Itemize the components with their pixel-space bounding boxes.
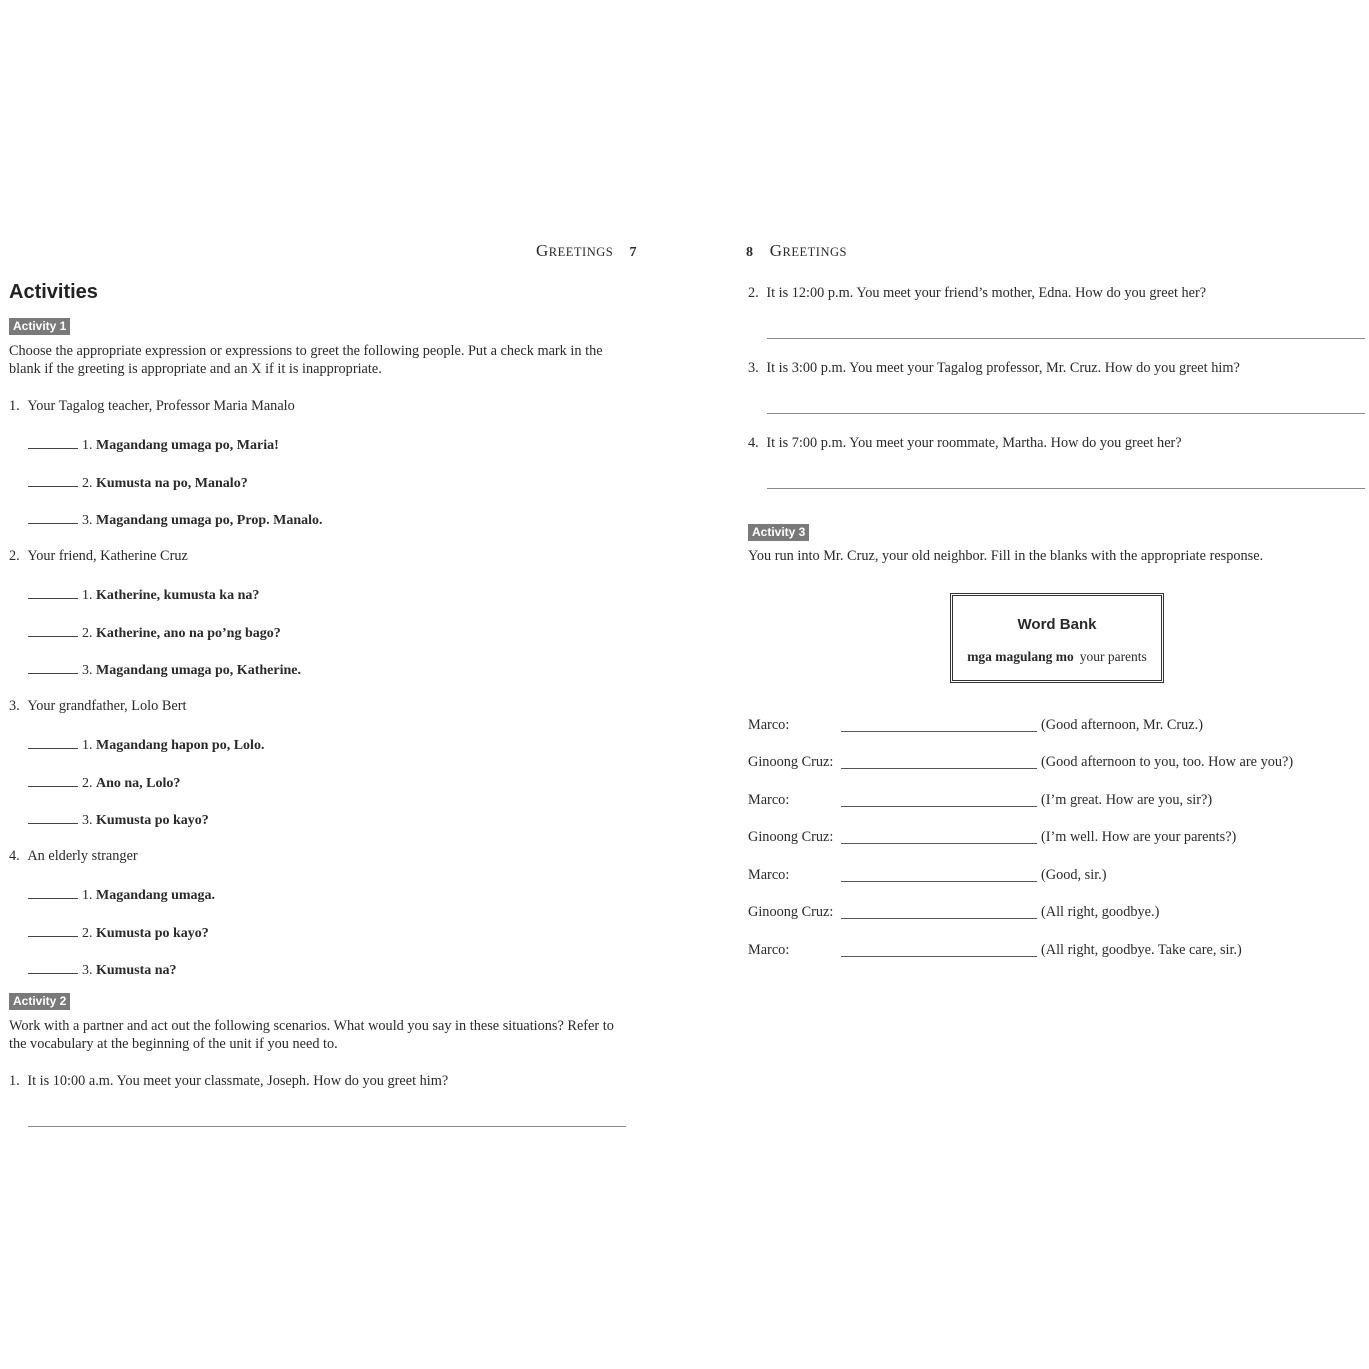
dialogue-gloss: (Good afternoon, Mr. Cruz.) — [1041, 717, 1203, 733]
dialogue-speaker: Ginoong Cruz: — [748, 904, 834, 920]
answer-blank[interactable] — [28, 736, 78, 749]
dialogue-blank[interactable] — [841, 918, 1037, 919]
dialogue-speaker: Ginoong Cruz: — [748, 754, 834, 770]
option-text: Kumusta po kayo? — [96, 813, 209, 828]
answer-blank[interactable] — [28, 511, 78, 524]
option-row — [28, 436, 279, 454]
question-text: Your Tagalog teacher, Professor Maria Manalo — [27, 398, 295, 414]
question-text: Your friend, Katherine Cruz — [27, 548, 188, 564]
question-number: 1. — [9, 1073, 20, 1089]
answer-blank[interactable] — [28, 586, 78, 599]
word-bank-meaning: your parents — [1079, 649, 1147, 664]
question-text: An elderly stranger — [27, 848, 138, 864]
option-row — [28, 886, 215, 904]
answer-blank[interactable] — [28, 661, 78, 674]
right-page-number: 8 — [746, 245, 754, 260]
answer-blank[interactable] — [28, 624, 78, 637]
option-number: 1. — [82, 888, 93, 903]
activity-2-instructions — [9, 1017, 634, 1053]
option-number: 2. — [82, 926, 93, 941]
dialogue-gloss: (I’m great. How are you, sir?) — [1041, 792, 1213, 808]
option-number: 3. — [82, 513, 93, 528]
activity-2-question-3 — [748, 360, 1240, 377]
option-text: Magandang hapon po, Lolo. — [96, 738, 265, 753]
question-number: 2. — [748, 285, 759, 301]
option-number: 1. — [82, 438, 93, 453]
left-running-header — [536, 241, 637, 261]
activity-1-badge: Activity 1 — [9, 318, 70, 335]
option-row — [28, 624, 281, 642]
option-row — [28, 511, 323, 529]
option-text: Katherine, kumusta ka na? — [96, 588, 260, 603]
dialogue-gloss: (All right, goodbye.) — [1041, 904, 1160, 920]
dialogue-blank[interactable] — [841, 881, 1037, 882]
activity-2-question-1 — [9, 1073, 448, 1090]
answer-blank[interactable] — [28, 811, 78, 824]
answer-blank[interactable] — [28, 474, 78, 487]
option-row — [28, 474, 248, 492]
question-text: It is 7:00 p.m. You meet your roommate, Martha. How do you greet her? — [766, 435, 1182, 451]
question-2 — [9, 548, 188, 565]
word-bank-box — [950, 593, 1164, 683]
left-page-number: 7 — [629, 245, 637, 260]
activity-3-instructions: You run into Mr. Cruz, your old neighbor. Fill in the blanks with the appropriate response. — [748, 548, 1264, 564]
question-number: 2. — [9, 548, 20, 564]
activity-2-question-2 — [748, 285, 1206, 302]
answer-line[interactable] — [767, 413, 1365, 414]
option-number: 3. — [82, 663, 93, 678]
question-text: Your grandfather, Lolo Bert — [27, 698, 187, 714]
answer-blank[interactable] — [28, 774, 78, 787]
option-number: 3. — [82, 813, 93, 828]
question-text: It is 10:00 a.m. You meet your classmate, Joseph. How do you greet him? — [27, 1073, 449, 1089]
dialogue-speaker: Ginoong Cruz: — [748, 829, 834, 845]
option-row — [28, 811, 209, 829]
option-row — [28, 961, 177, 979]
option-text: Kumusta na po, Manalo? — [96, 476, 248, 491]
question-1 — [9, 398, 295, 415]
left-header-rest: REETINGS — [548, 245, 614, 259]
option-text: Ano na, Lolo? — [96, 776, 181, 791]
option-number: 2. — [82, 776, 93, 791]
activity-2-instructions-line2: the vocabulary at the beginning of the unit if you need to. — [9, 1036, 338, 1052]
dialogue-blank[interactable] — [841, 768, 1037, 769]
option-text: Kumusta na? — [96, 963, 177, 978]
dialogue-blank[interactable] — [841, 843, 1037, 844]
dialogue-blank[interactable] — [841, 731, 1037, 732]
activity-2-instructions-line1: Work with a partner and act out the following scenarios. What would you say in these situations? Refer to — [9, 1018, 614, 1034]
question-4 — [9, 848, 138, 865]
question-number: 4. — [748, 435, 759, 451]
option-number: 1. — [82, 588, 93, 603]
dialogue-speaker: Marco: — [748, 867, 790, 883]
question-number: 1. — [9, 398, 20, 414]
option-row — [28, 924, 209, 942]
word-bank-title: Word Bank — [1017, 616, 1097, 633]
activity-3-badge: Activity 3 — [748, 524, 809, 541]
answer-line[interactable] — [767, 338, 1365, 339]
activity-1-instructions-line1: Choose the appropriate expression or expressions to greet the following people. Put a check mark in the — [9, 343, 603, 359]
left-header-cap: G — [536, 241, 549, 260]
question-number: 3. — [9, 698, 20, 714]
activity-2-question-4 — [748, 435, 1182, 452]
dialogue-gloss: (All right, goodbye. Take care, sir.) — [1041, 942, 1242, 958]
word-bank-entry — [953, 649, 1161, 665]
option-number: 2. — [82, 626, 93, 641]
dialogue-speaker: Marco: — [748, 717, 790, 733]
dialogue-blank[interactable] — [841, 956, 1037, 957]
option-text: Magandang umaga po, Prop. Manalo. — [96, 513, 323, 528]
question-text: It is 12:00 p.m. You meet your friend’s mother, Edna. How do you greet her? — [766, 285, 1207, 301]
right-header-cap: G — [769, 241, 783, 260]
activity-1-instructions — [9, 342, 634, 378]
dialogue-blank[interactable] — [841, 806, 1037, 807]
option-text: Kumusta po kayo? — [96, 926, 209, 941]
option-number: 3. — [82, 963, 93, 978]
option-number: 2. — [82, 476, 93, 491]
option-row — [28, 774, 180, 792]
option-text: Magandang umaga. — [96, 888, 216, 903]
activity-1-instructions-line2: blank if the greeting is appropriate and an X if it is inappropriate. — [9, 361, 382, 377]
answer-blank[interactable] — [28, 961, 78, 974]
answer-blank[interactable] — [28, 924, 78, 937]
option-row — [28, 586, 259, 604]
answer-line[interactable] — [28, 1126, 626, 1127]
option-text: Magandang umaga po, Maria! — [96, 438, 279, 453]
right-header-rest: REETINGS — [782, 245, 847, 259]
option-text: Magandang umaga po, Katherine. — [96, 663, 301, 678]
dialogue-speaker: Marco: — [748, 792, 790, 808]
answer-blank[interactable] — [28, 886, 78, 899]
option-row — [28, 661, 301, 679]
dialogue-gloss: (Good afternoon to you, too. How are you?) — [1041, 754, 1294, 770]
question-3 — [9, 698, 187, 715]
answer-blank[interactable] — [28, 436, 78, 449]
dialogue-gloss: (I’m well. How are your parents?) — [1041, 829, 1237, 845]
question-text: It is 3:00 p.m. You meet your Tagalog professor, Mr. Cruz. How do you greet him? — [766, 360, 1240, 376]
activity-2-badge: Activity 2 — [9, 993, 70, 1010]
right-running-header — [746, 241, 847, 261]
dialogue-speaker: Marco: — [748, 942, 790, 958]
option-text: Katherine, ano na po’ng bago? — [96, 626, 281, 641]
dialogue-gloss: (Good, sir.) — [1041, 867, 1107, 883]
word-bank-term: mga magulang mo — [967, 649, 1074, 664]
question-number: 3. — [748, 360, 759, 376]
question-number: 4. — [9, 848, 20, 864]
activities-title: Activities — [9, 281, 98, 303]
answer-line[interactable] — [767, 488, 1365, 489]
option-number: 1. — [82, 738, 93, 753]
option-row — [28, 736, 264, 754]
